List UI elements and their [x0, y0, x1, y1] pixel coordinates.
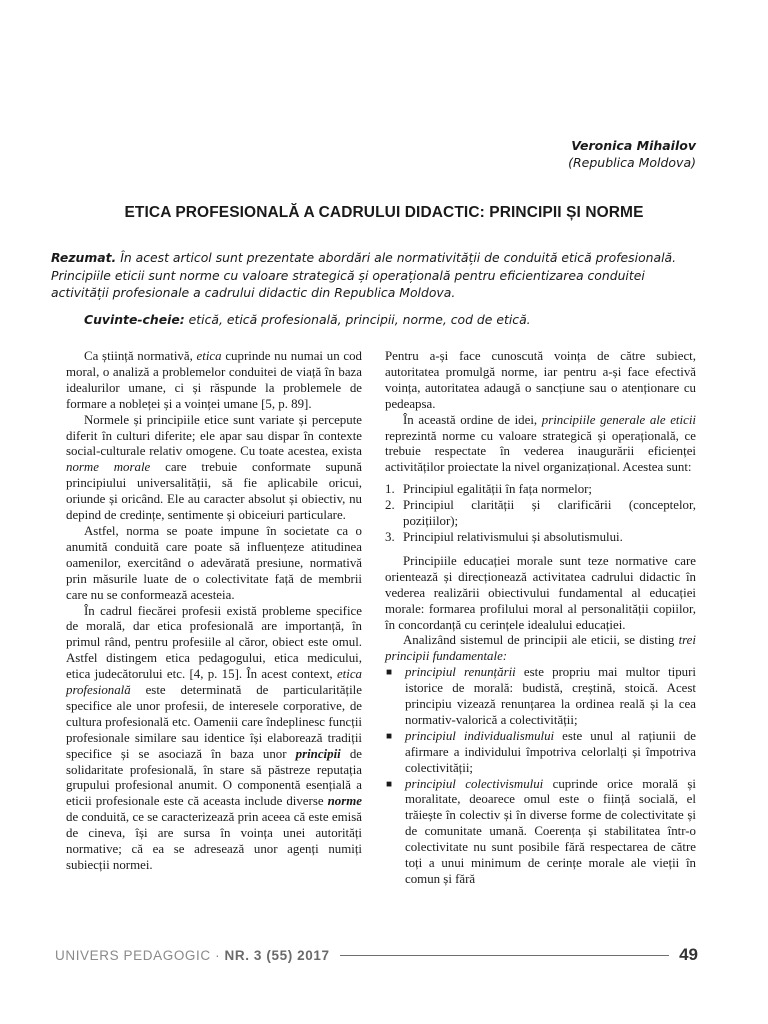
journal-issue: NR. 3 (55) 2017	[224, 947, 330, 963]
emphasis: trei principii fundamentale:	[385, 633, 696, 664]
footer-divider	[340, 955, 669, 956]
list-item: 1. Principiul egalității în fața normelor;	[385, 482, 593, 497]
paragraph: Pentru a-și face cunoscută voința de către subiect, autoritatea promulgă norme, iar pentru a-și face efectivă voința, autoritatea adaugă o sancțiune sau o atenționare cu pedeapsa.	[385, 349, 696, 411]
bullet-icon: ■	[386, 667, 393, 679]
list-item: 2. Principiul clarității și clarificării (conceptelor, pozițiilor);	[385, 498, 696, 529]
bullet-list	[385, 665, 696, 888]
abstract-label: Rezumat.	[51, 250, 117, 265]
emphasis: principiile generale ale eticii	[541, 412, 696, 427]
paragraph: Principiile educației morale sunt teze normative care orientează și direcționează activitatea cadrului didactic în vederea realizării obiectivului fundamental al educației morale: formarea profilului moral al personalității copiilor, în concordanță cu cerințele idealului educației.	[385, 553, 696, 632]
article-title: ETICA PROFESIONALĂ A CADRULUI DIDACTIC: PRINCIPII ȘI NORME	[124, 204, 644, 221]
emphasis: norme	[327, 794, 362, 809]
emphasis: etica	[196, 349, 222, 363]
paragraph: Astfel, norma se poate impune în societate ca o anumită conduită care poate să influențeze atitudinea oamenilor, exercitând o adevărată presiune, normativă prin măsurile luate de o colectivitate față de membrii care nu se conformează acesteia.	[66, 523, 362, 602]
author-name: Veronica Mihailov	[571, 138, 696, 153]
numbered-list	[385, 482, 696, 546]
bullet-icon: ■	[386, 778, 393, 790]
list-item: 3. Principiul relativismului și absolutismului.	[385, 529, 623, 544]
emphasis: principii	[295, 746, 341, 761]
paragraph: Normele și principiile etice sunt variate și percepute diferit în culturi diferite; ele apar sau dispar în contexte social-culturale relativ omogene. Cu toate acestea, exista norme morale care trebuie conformate supună principiului universalității, să fie aplicabile oricui, oriunde și oricând. Ele au caracter absolut și obiectiv, nu depind de credințe, sentimente și obiceiuri particulare.	[66, 412, 362, 523]
author-country: (Republica Moldova)	[568, 155, 696, 170]
keywords-label: Cuvinte-cheie:	[84, 312, 185, 327]
abstract	[51, 249, 702, 302]
emphasis: etica profesională	[66, 667, 362, 698]
list-item: ■ principiul renunțării este propriu mai multor tipuri istorice de morală: budistă, creștină, stoică. Acest principiu vizează renunțarea la ordinea reală și la cea normativ-valorică a colectivității;	[386, 665, 697, 727]
paragraph: Analizând sistemul de principii ale eticii, se disting trei principii fundamentale:	[385, 633, 696, 664]
right-column	[385, 349, 696, 888]
paragraph: În această ordine de idei, principiile generale ale eticii reprezintă norme cu valoare strategică și operațională, ce trebuie respectate în vederea inaugurării eficienței activităților proiectate la nivel organizațional. Acestea sunt:	[385, 412, 696, 475]
author-block	[568, 137, 696, 171]
bullet-icon: ■	[386, 730, 393, 742]
page-footer	[55, 944, 698, 966]
abstract-text: În acest articol sunt prezentate abordări ale normativității de conduită etică profesională. Principiile eticii sunt norme cu valoare strategică și operațională pentru eficientizarea conduitei activității profesionale a cadrului didactic din Republica Moldova.	[51, 250, 677, 300]
paragraph: Ca știință normativă, etica cuprinde nu numai un cod moral, o analiză a problemelor conduitei de viață în baza idealurilor umane, ci și răspunde la problemele de formare a nobleței și a voinței umane [5, p. 89].	[66, 349, 362, 411]
left-column	[66, 349, 362, 874]
keywords	[84, 312, 702, 327]
keywords-text: etică, etică profesională, principii, norme, cod de etică.	[184, 312, 531, 327]
paragraph: În cadrul fiecărei profesii există probleme specifice de morală, dar etica profesională are importanță, în primul rând, pentru profesiile al căror, obiect este omul. Astfel distingem etica pedagogului, etica medicului, etica judecătorului etc. [4, p. 15]. În acest context, etica profesională este determinată de particularitățile specifice ale unor profesii, de interesele corporative, de cultura profesională etc. Oamenii care îndeplinesc funcții profesionale similare sau identice își elaborează tradiții specifice și se asociază în baza unor principii de solidaritate profesională, în stare să păstreze reputația grupului profesional anumit. O componentă esențială a eticii profesionale este că aceasta include diverse norme de conduită, ce se caracterizează prin aceea că este emisă de cineva, își are sursa în voința unei autorități normative; că ea se adresează unor agenți numiți subiecții normei.	[66, 603, 362, 872]
list-item: ■ principiul individualismului este unul al rațiunii de afirmare a individului împotriva celorlalți și împotriva colectivității;	[386, 728, 696, 775]
journal-name: UNIVERS PEDAGOGIC · NR. 3 (55) 2017	[55, 947, 330, 963]
page-number: 49	[679, 945, 698, 964]
list-item: ■ principiul colectivismului cuprinde orice morală și moralitate, deoarece omul este o ființă socială, el trăiește în colectiv și în diverse forme de colectivitate și de comunitate umană. Coerența și stabilitatea într-o colectivitate nu sunt posibile fără respectarea de către toți a unui minimum de cerințe morale ale vieții în comun și fără	[386, 776, 697, 886]
emphasis: norme morale	[66, 460, 151, 475]
